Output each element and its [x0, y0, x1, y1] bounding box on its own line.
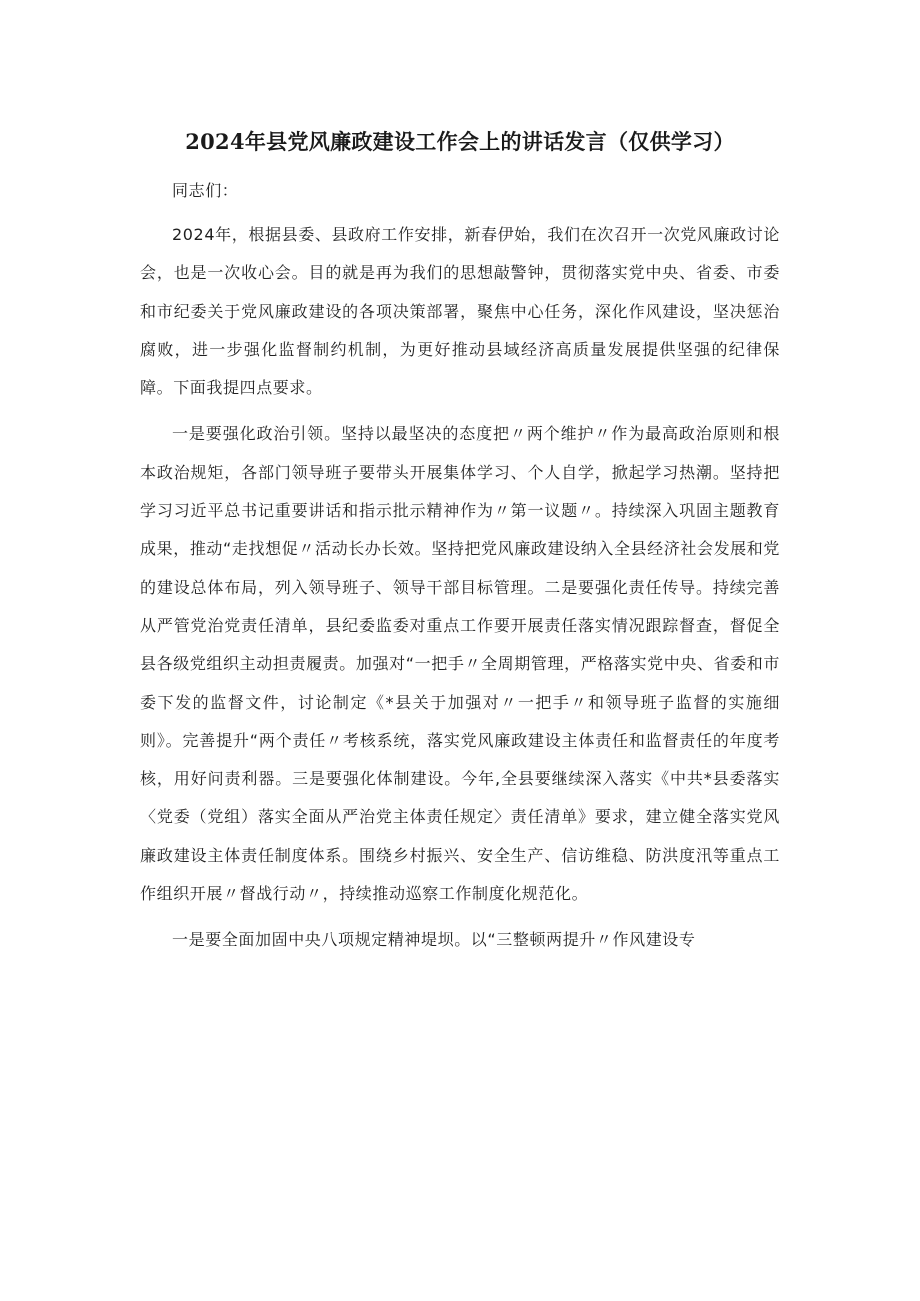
paragraph-intro: 2024年，根据县委、县政府工作安排，新春伊始，我们在次召开一次党风廉政讨论会，也是一次收心会。目的就是再为我们的思想敲警钟，贯彻落实党中央、省委、市委和市纪委关于党风廉政建设的各项决策部署，聚焦中心任务，深化作风建设，坚决惩治腐败，进一步强化监督制约机制，为更好推动县域经济高质量发展提供坚强的纪律保障。下面我提四点要求。 [140, 225, 780, 398]
document-title: 2024年县党风廉政建设工作会上的讲话发言（仅供学习） [185, 129, 735, 154]
paragraph-continued: 一是要全面加固中央八项规定精神堤坝。以“三整顿两提升〃作风建设专 [172, 930, 696, 950]
paragraph-requirements: 一是要强化政治引领。坚持以最坚决的态度把〃两个维护〃作为最高政治原则和根本政治规矩，各部门领导班子要带头开展集体学习、个人自学，掀起学习热潮。坚持把学习习近平总书记重要讲话和指示批示精神作为〃第一议题〃。持续深入巩固主题教育成果，推动“走找想促〃活动长办长效。坚持把党风廉政建设纳入全县经济社会发展和党的建设总体布局，列入领导班子、领导干部目标管理。二是要强化责任传导。持续完善从严管党治党责任清单，县纪委监委对重点工作要开展责任落实情况跟踪督查，督促全县各级党组织主动担责履责。加强对“一把手〃全周期管理，严格落实党中央、省委和市委下发的监督文件，讨论制定《*县关于加强对〃一把手〃和领导班子监督的实施细则》。完善提升“两个责任〃考核系统，落实党风廉政建设主体责任和监督责任的年度考核，用好问责利器。三是要强化体制建设。今年,全县要继续深入落实《中共*县委落实〈党委（党组）落实全面从严治党主体责任规定〉责任清单》要求，建立健全落实党风廉政建设主体责任制度体系。围绕乡村振兴、安全生产、信访维稳、防洪度汛等重点工作组织开展〃督战行动〃，持续推动巡察工作制度化规范化。 [140, 424, 780, 904]
document-body [140, 172, 780, 960]
salutation: 同志们： [172, 181, 239, 200]
